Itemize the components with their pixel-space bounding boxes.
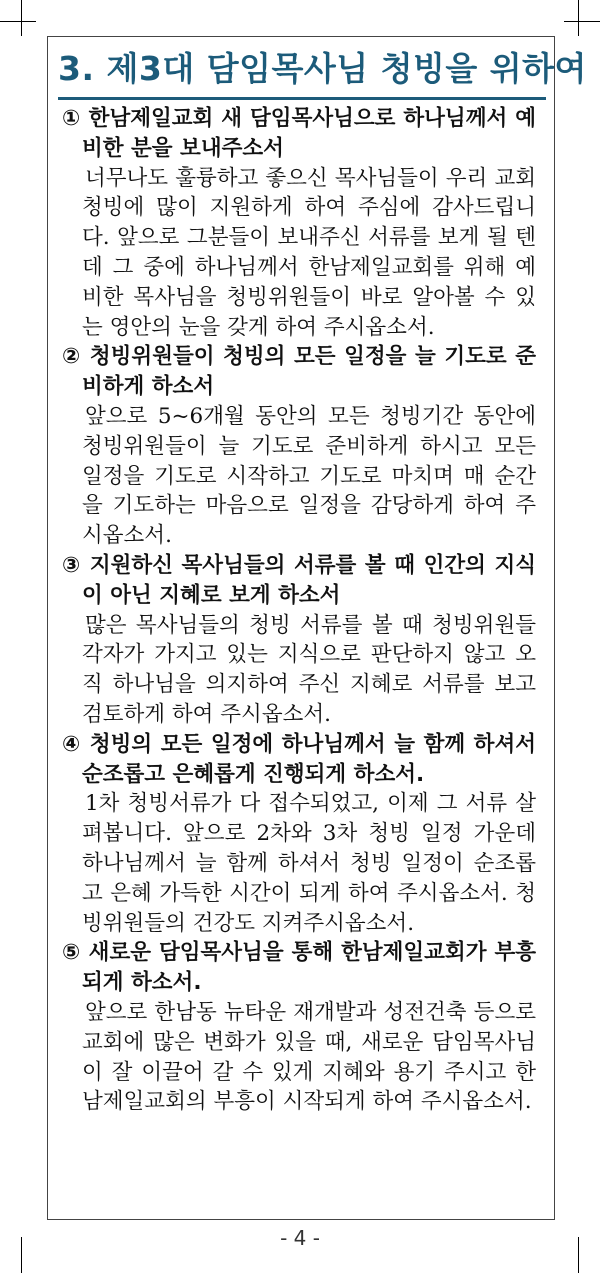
prayer-section [62,938,536,1117]
crop-mark-top-right-vertical [578,0,579,36]
prayer-section [62,730,536,939]
section-heading: ⑤ 새로운 담임목사님을 통해 한남제일교회가 부흥되게 하소서. [62,940,536,996]
section-body: 너무나도 훌륭하고 좋으신 목사님들이 우리 교회 청빙에 많이 지원하게 하여 주심에 감사드립니다. 앞으로 그분들이 보내주신 서류를 보게 될 텐데 그 중에 하나님께서 한남제일교회를 위해 예비한 목사님을 청빙위원들이 바로 알아볼 수 있는 영안의 눈을 갖게 하여 주시옵소서. [82,165,536,340]
crop-mark-top-right-horizontal [564,21,600,22]
title-underline [58,97,546,100]
crop-mark-top-left-horizontal [0,21,36,22]
section-body: 많은 목사님들의 청빙 서류를 볼 때 청빙위원들 각자가 가지고 있는 지식으로 판단하지 않고 오직 하나님을 의지하여 주신 지혜로 서류를 보고 검토하게 하여 주시옵소서. [82,612,536,727]
section-body: 앞으로 한남동 뉴타운 재개발과 성전건축 등으로 교회에 많은 변화가 있을 때, 새로운 담임목사님이 잘 이끌어 갈 수 있게 지혜와 용기 주시고 한남제일교회의 부흥이 시작되게 하여 주시옵소서. [82,999,536,1115]
page-title: 3. 제3대 담임목사님 청빙을 위하여 [58,49,587,88]
section-body: 1차 청빙서류가 다 접수되었고, 이제 그 서류 살펴봅니다. 앞으로 2차와 3차 청빙 일정 가운데 하나님께서 늘 함께 하셔서 청빙 일정이 순조롭고 은혜 가득한 시간이 되게 하여 주시옵소서. 청빙위원들의 건강도 지켜주시옵소서. [82,791,536,936]
prayer-section [62,551,536,730]
page-number: - 4 - [280,1226,320,1250]
section-heading: ① 한남제일교회 새 담임목사님으로 하나님께서 예비한 분을 보내주소서 [62,106,536,161]
crop-mark-top-left-vertical [21,0,22,36]
section-heading: ④ 청빙의 모든 일정에 하나님께서 늘 함께 하셔서 순조롭고 은혜롭게 진행되게 하소서. [62,731,536,787]
section-heading: ② 청빙위원들이 청빙의 모든 일정을 늘 기도로 준비하게 하소서 [62,344,536,400]
prayer-list [62,104,536,1117]
section-heading: ③ 지원하신 목사님들의 서류를 볼 때 인간의 지식이 아닌 지혜로 보게 하소서 [62,552,536,608]
prayer-section [62,342,536,551]
prayer-section [62,104,536,342]
section-body: 앞으로 5~6개월 동안의 모든 청빙기간 동안에 청빙위원들이 늘 기도로 준비하게 하시고 모든 일정을 기도로 시작하고 기도로 마치며 매 순간을 기도하는 마음으로 일정을 감당하게 하여 주시옵소서. [82,403,536,549]
